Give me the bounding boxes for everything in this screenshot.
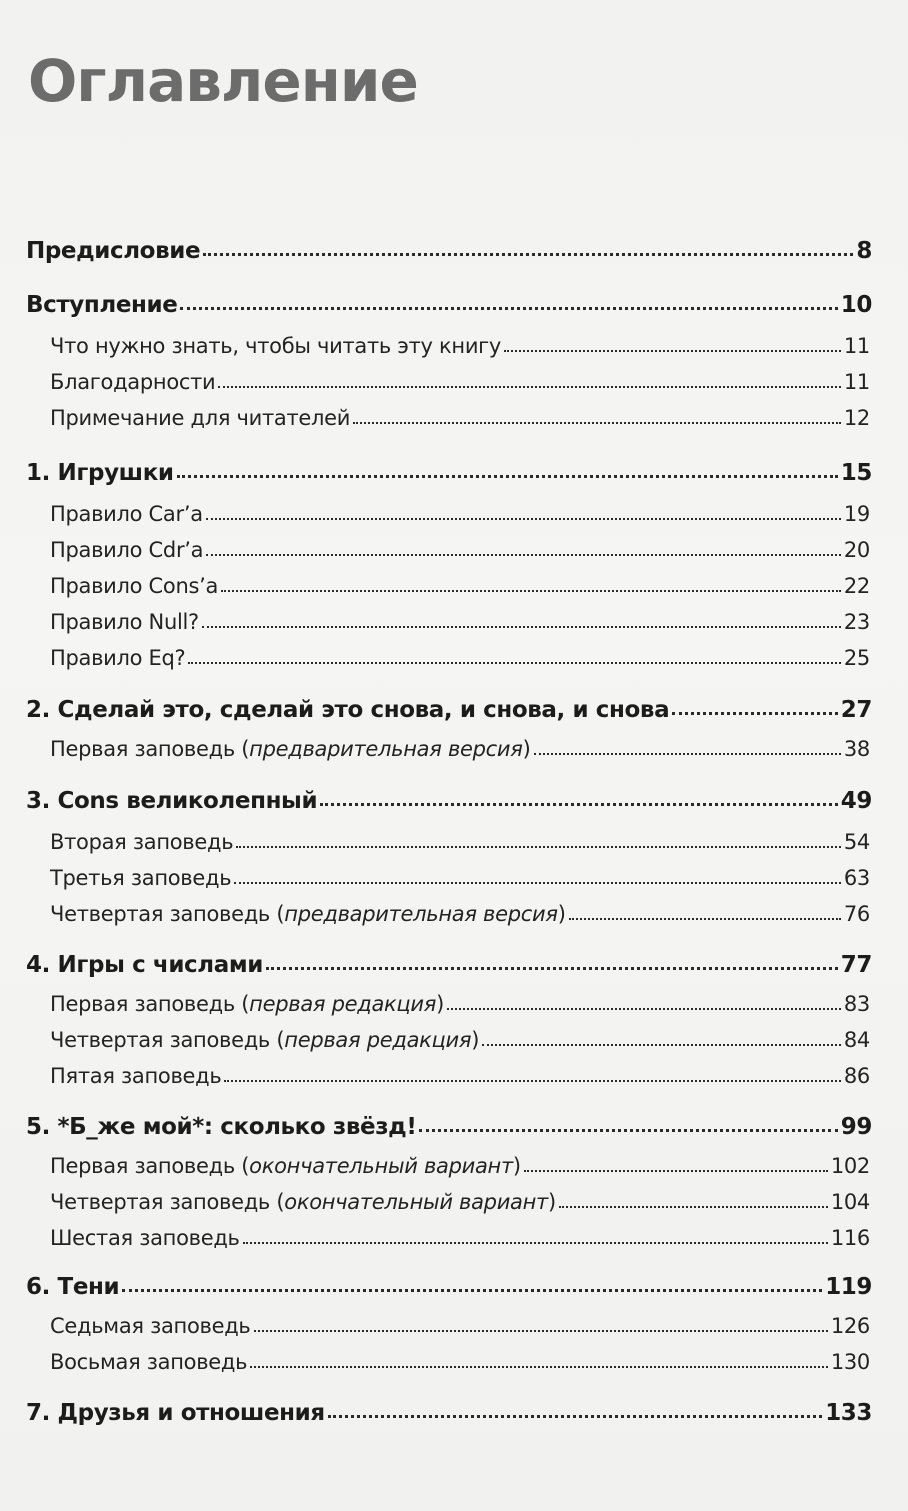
toc-page-number: 27	[840, 697, 872, 723]
page-title: Оглавление	[28, 47, 418, 115]
toc-page-number: 130	[830, 1350, 870, 1374]
dot-leader	[419, 1128, 837, 1132]
toc-entry-title: 4. Игры с числами	[26, 952, 263, 978]
dot-leader	[202, 625, 841, 628]
toc-page-number: 38	[843, 737, 870, 761]
dot-leader	[504, 349, 841, 352]
toc-entry-title: Первая заповедь (окончательный вариант)	[50, 1154, 521, 1178]
dot-leader	[482, 1043, 841, 1046]
dot-leader	[266, 966, 838, 970]
toc-page-number: 84	[843, 1028, 870, 1052]
toc-page-number: 22	[843, 574, 870, 598]
toc-page-number: 11	[843, 334, 870, 358]
toc-page-number: 25	[843, 646, 870, 670]
toc-page-number: 126	[830, 1314, 870, 1338]
toc-chapter-entry	[26, 1274, 872, 1300]
toc-page-number: 23	[843, 610, 870, 634]
dot-leader	[672, 711, 838, 715]
toc-entry-title: Вступление	[26, 292, 178, 318]
toc-page-number: 15	[840, 460, 872, 486]
toc-chapter-entry	[26, 697, 872, 723]
toc-section-entry	[50, 610, 870, 634]
dot-leader	[206, 553, 841, 556]
toc-page-number: 102	[830, 1154, 870, 1178]
dot-leader	[559, 1205, 828, 1208]
toc-section-entry	[50, 902, 870, 926]
toc-page-number: 116	[830, 1226, 870, 1250]
toc-page-number: 104	[830, 1190, 870, 1214]
dot-leader	[524, 1169, 828, 1172]
toc-entry-title: Седьмая заповедь	[50, 1314, 251, 1338]
toc-section-entry	[50, 1064, 870, 1088]
toc-section-entry	[50, 334, 870, 358]
toc-entry-title: Третья заповедь	[50, 866, 232, 890]
toc-chapter-entry	[26, 1114, 872, 1140]
dot-leader	[218, 385, 840, 388]
toc-section-entry	[50, 830, 870, 854]
toc-page-number: 11	[843, 370, 870, 394]
toc-entry-title: Правило Eq?	[50, 646, 186, 670]
toc-entry-title: Вторая заповедь	[50, 830, 234, 854]
toc-chapter-entry	[26, 238, 872, 264]
toc-entry-title: Предисловие	[26, 238, 201, 264]
dot-leader	[221, 589, 841, 592]
toc-entry-title: 1. Игрушки	[26, 460, 174, 486]
toc-entry-title: Примечание для читателей	[50, 406, 351, 430]
dot-leader	[203, 252, 853, 256]
toc-page-number: 19	[843, 502, 870, 526]
toc-chapter-entry	[26, 1400, 872, 1426]
toc-entry-title: Правило Cons’а	[50, 574, 219, 598]
toc-entry-title: Первая заповедь (предварительная версия)	[50, 737, 531, 761]
toc-entry-title: Пятая заповедь	[50, 1064, 222, 1088]
toc-section-entry	[50, 866, 870, 890]
toc-chapter-entry	[26, 788, 872, 814]
toc-chapter-entry	[26, 292, 872, 318]
toc-section-entry	[50, 538, 870, 562]
dot-leader	[250, 1365, 828, 1368]
toc-section-entry	[50, 1028, 870, 1052]
toc-section-entry	[50, 737, 870, 761]
dot-leader	[447, 1007, 841, 1010]
toc-page-number: 76	[843, 902, 870, 926]
dot-leader	[224, 1079, 840, 1082]
toc-section-entry	[50, 406, 870, 430]
toc-entry-title: Шестая заповедь	[50, 1226, 240, 1250]
toc-entry-title: Что нужно знать, чтобы читать эту книгу	[50, 334, 502, 358]
toc-section-entry	[50, 646, 870, 670]
toc-page-number: 83	[843, 992, 870, 1016]
toc-section-entry	[50, 992, 870, 1016]
toc-page-number: 133	[825, 1400, 872, 1426]
dot-leader	[328, 1414, 822, 1418]
toc-page-number: 12	[843, 406, 870, 430]
toc-entry-title: Четвертая заповедь (окончательный вариант)	[50, 1190, 556, 1214]
toc-entry-title: Благодарности	[50, 370, 216, 394]
toc-entry-title: 7. Друзья и отношения	[26, 1400, 325, 1426]
toc-chapter-entry	[26, 952, 872, 978]
toc-entry-title: Четвертая заповедь (первая редакция)	[50, 1028, 480, 1052]
toc-section-entry	[50, 1190, 870, 1214]
toc-section-entry	[50, 1226, 870, 1250]
toc-section-entry	[50, 370, 870, 394]
toc-page-number: 8	[856, 238, 872, 264]
toc-section-entry	[50, 1314, 870, 1338]
toc-page-number: 49	[840, 788, 872, 814]
dot-leader	[234, 881, 841, 884]
toc-page-number: 99	[840, 1114, 872, 1140]
toc-entry-title: Восьмая заповедь	[50, 1350, 248, 1374]
dot-leader	[180, 306, 837, 310]
toc-chapter-entry	[26, 460, 872, 486]
toc-page-number: 20	[843, 538, 870, 562]
dot-leader	[353, 421, 841, 424]
toc-entry-title: 3. Cons великолепный	[26, 788, 318, 814]
dot-leader	[206, 517, 841, 520]
dot-leader	[534, 752, 841, 755]
dot-leader	[122, 1288, 822, 1292]
toc-entry-title: Правило Null?	[50, 610, 199, 634]
toc-entry-title: 6. Тени	[26, 1274, 120, 1300]
dot-leader	[569, 917, 841, 920]
toc-entry-title: 5. *Б_же мой*: сколько звёзд!	[26, 1114, 417, 1140]
dot-leader	[320, 802, 838, 806]
toc-entry-title: Правило Cdr’а	[50, 538, 204, 562]
dot-leader	[236, 845, 841, 848]
dot-leader	[188, 661, 840, 664]
toc-section-entry	[50, 1154, 870, 1178]
toc-page-number: 86	[843, 1064, 870, 1088]
dot-leader	[177, 474, 838, 478]
toc-page-number: 77	[840, 952, 872, 978]
toc-section-entry	[50, 502, 870, 526]
toc-entry-title: Правило Car’а	[50, 502, 203, 526]
dot-leader	[243, 1241, 828, 1244]
toc-entry-title: Первая заповедь (первая редакция)	[50, 992, 445, 1016]
toc-section-entry	[50, 1350, 870, 1374]
toc-entry-title: Четвертая заповедь (предварительная версия)	[50, 902, 566, 926]
toc-page-number: 54	[843, 830, 870, 854]
toc-page-number: 119	[825, 1274, 872, 1300]
toc-page-number: 63	[843, 866, 870, 890]
toc-section-entry	[50, 574, 870, 598]
toc-page-number: 10	[840, 292, 872, 318]
toc-entry-title: 2. Сделай это, сделай это снова, и снова, и снова	[26, 697, 670, 723]
dot-leader	[254, 1329, 828, 1332]
